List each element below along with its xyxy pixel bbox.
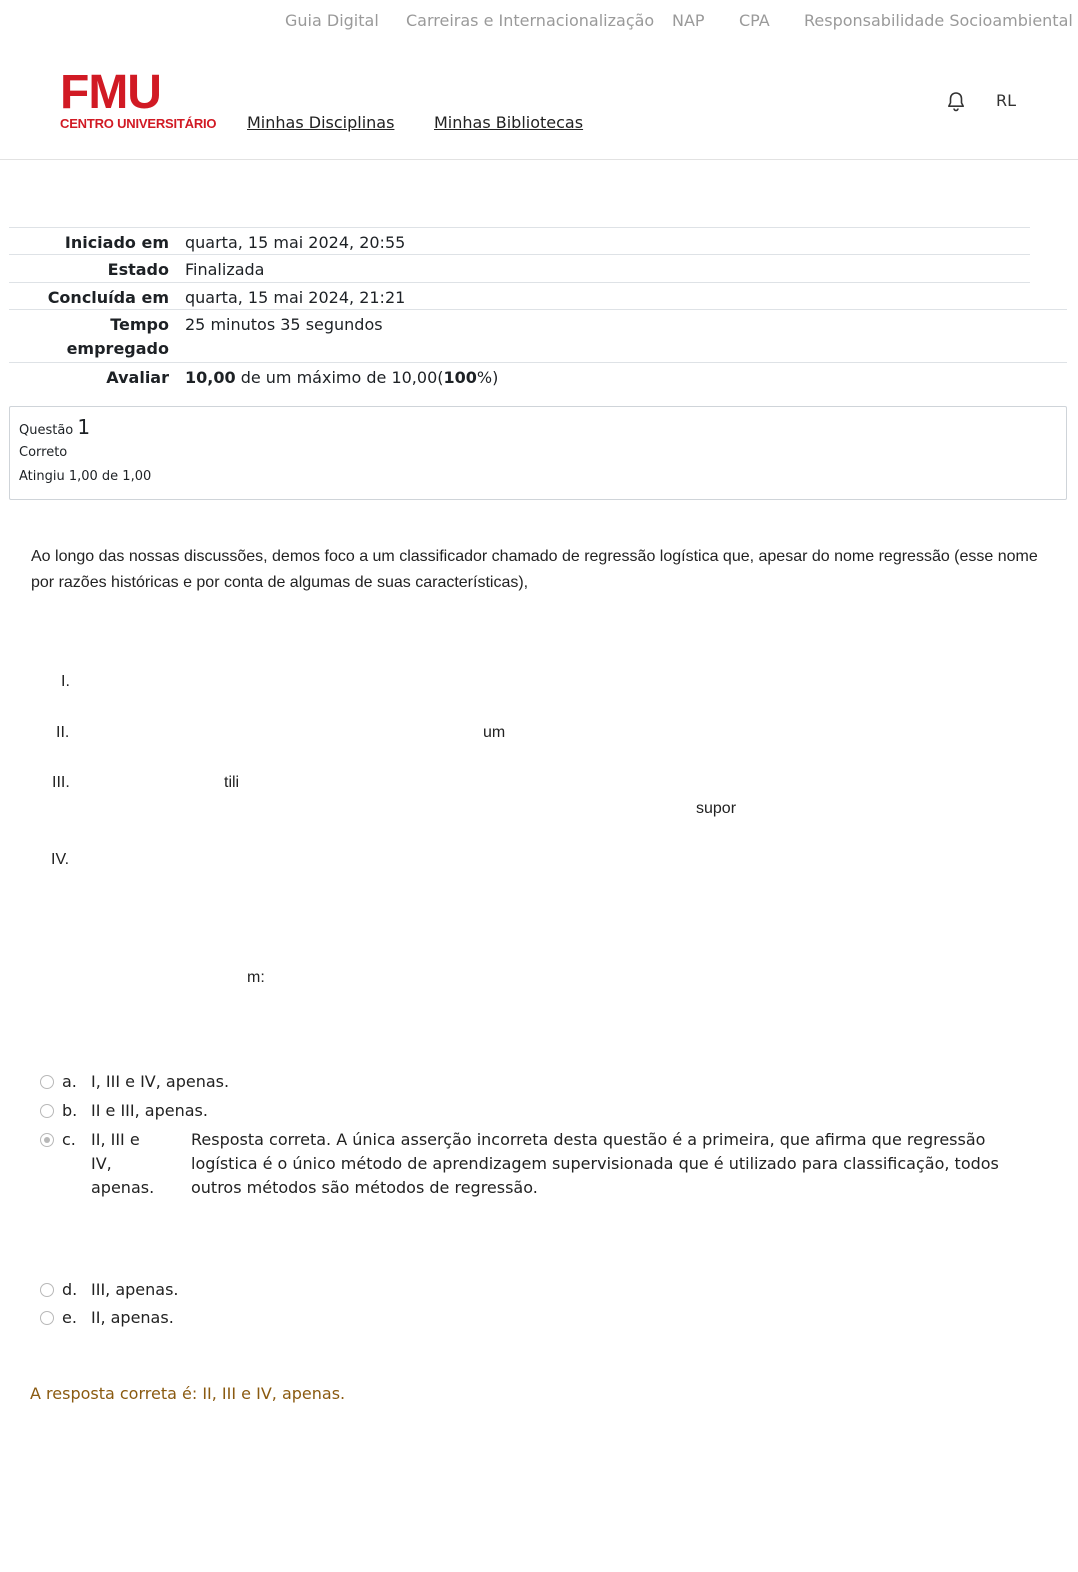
site-header	[0, 42, 1078, 160]
summary-value: quarta, 15 mai 2024, 21:21	[185, 288, 406, 307]
summary-label: Iniciado em	[64, 233, 169, 252]
time-label-line2: empregado	[66, 339, 169, 358]
time-label-line1: Tempo	[110, 315, 169, 334]
option-letter: a.	[62, 1072, 77, 1091]
assertion-iv-label: IV.	[51, 851, 70, 868]
grade-score: 10,00	[185, 368, 236, 387]
logo-subtitle: CENTRO UNIVERSITÁRIO	[60, 116, 217, 131]
summary-label: Concluída em	[47, 288, 169, 307]
radio-c-selected[interactable]	[40, 1133, 54, 1147]
option-c-text: II, III e IV, apenas.	[91, 1130, 155, 1197]
user-menu-initials[interactable]: RL	[996, 91, 1017, 110]
link-responsabilidade[interactable]: Responsabilidade Socioambiental	[804, 11, 1073, 30]
grade-end: %)	[476, 368, 499, 387]
question-prompt-fragment: m:	[247, 969, 265, 986]
option-text: II e III, apenas.	[91, 1101, 208, 1120]
summary-row-grade	[9, 362, 1067, 390]
bell-icon[interactable]	[944, 90, 968, 114]
assertion-ii-label: II.	[56, 724, 70, 741]
summary-row-started	[9, 227, 1030, 254]
assertion-i-label: I.	[61, 673, 70, 690]
option-text: II, apenas.	[91, 1308, 174, 1327]
nav-minhas-bibliotecas[interactable]: Minhas Bibliotecas	[434, 113, 584, 132]
answer-option-d[interactable]	[40, 1280, 340, 1300]
question-info-box	[9, 406, 1067, 500]
summary-value: 25 minutos 35 segundos	[185, 315, 383, 334]
question-mark: Atingiu 1,00 de 1,00	[19, 469, 152, 484]
radio-e[interactable]	[40, 1311, 54, 1325]
summary-value	[169, 363, 498, 390]
summary-row-completed	[9, 282, 1030, 309]
link-nap[interactable]: NAP	[672, 11, 705, 30]
assertion-ii-fragment: um	[483, 724, 506, 741]
summary-value: quarta, 15 mai 2024, 20:55	[185, 233, 406, 252]
assertion-iii-label: III.	[52, 774, 70, 791]
summary-row-state	[9, 254, 1030, 282]
grade-percent: 100	[443, 368, 477, 387]
summary-row-time	[9, 309, 1067, 362]
nav-minhas-disciplinas[interactable]: Minhas Disciplinas	[247, 113, 395, 132]
option-letter: b.	[62, 1101, 78, 1120]
summary-label: Estado	[107, 260, 169, 279]
link-carreiras[interactable]: Carreiras e Internacionalização	[406, 11, 655, 30]
option-text: I, III e IV, apenas.	[91, 1072, 230, 1091]
question-number-value: 1	[77, 415, 91, 439]
option-text: III, apenas.	[91, 1280, 179, 1299]
right-answer-text: A resposta correta é: II, III e IV, apenas.	[30, 1384, 346, 1403]
option-letter: e.	[62, 1308, 77, 1327]
answer-option-a[interactable]	[40, 1072, 340, 1092]
assertion-iii-fragment: tili	[224, 774, 240, 791]
assertion-iii-fragment-2: supor	[696, 800, 737, 817]
question-label: Questão	[19, 423, 74, 438]
fmu-logo[interactable]	[60, 66, 217, 132]
answer-feedback: Resposta correta. A única asserção incorreta desta questão é a primeira, que afirma que regressão logística é o único método de aprendizagem supervisionada que é utilizado para classificação, todos outros métodos são métodos de regressão.	[191, 1130, 999, 1197]
attempt-summary-table	[9, 227, 1067, 390]
top-utility-bar	[0, 0, 1078, 42]
answer-option-b[interactable]	[40, 1101, 340, 1121]
link-guia-digital[interactable]: Guia Digital	[285, 11, 379, 30]
grade-mid: de um máximo de 10,00(	[235, 368, 444, 387]
radio-d[interactable]	[40, 1283, 54, 1297]
summary-label: Avaliar	[106, 368, 169, 387]
summary-value: Finalizada	[185, 260, 265, 279]
radio-a[interactable]	[40, 1075, 54, 1089]
logo-mark: FMU	[60, 66, 161, 119]
option-letter: c.	[62, 1130, 76, 1149]
question-number	[19, 415, 1057, 439]
question-text: Ao longo das nossas discussões, demos foco a um classificador chamado de regressão logística que, apesar do nome regressão (esse nome por razões históricas e por conta de algumas de suas características),	[31, 548, 1038, 591]
option-letter: d.	[62, 1280, 78, 1299]
link-cpa[interactable]: CPA	[739, 11, 770, 30]
question-status: Correto	[19, 445, 68, 460]
summary-label	[9, 310, 169, 362]
radio-b[interactable]	[40, 1104, 54, 1118]
answer-option-e[interactable]	[40, 1308, 340, 1328]
